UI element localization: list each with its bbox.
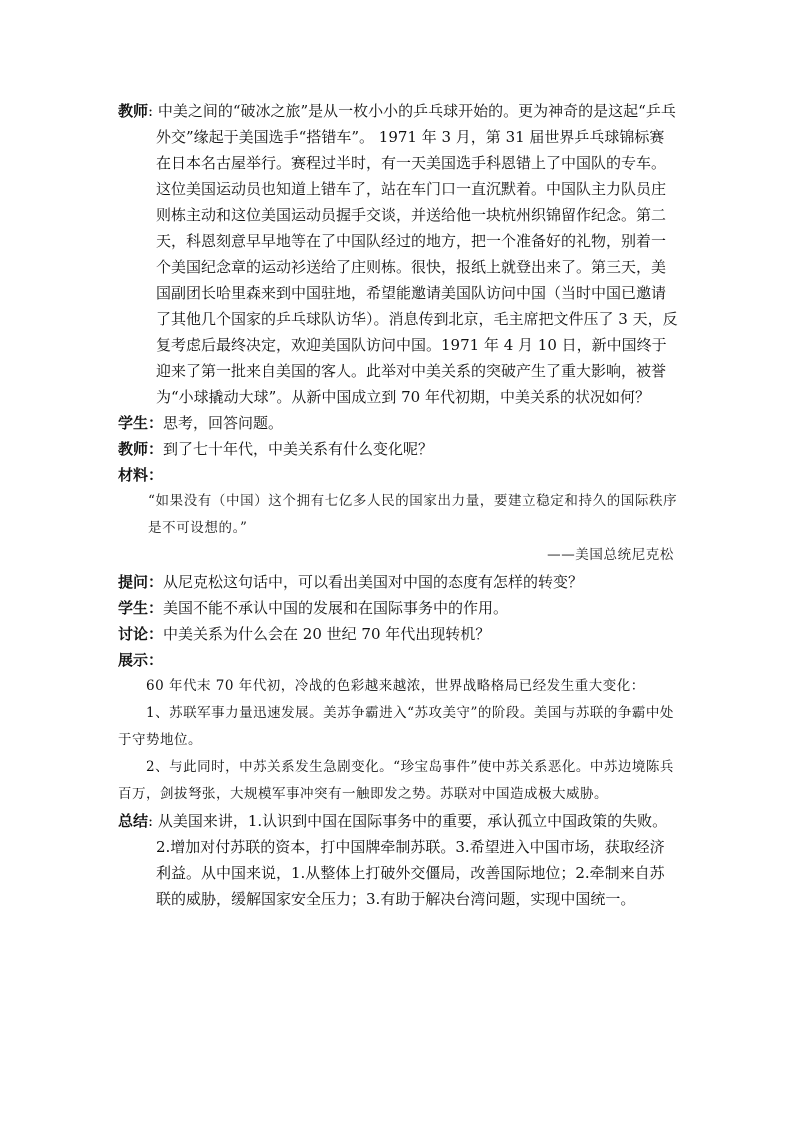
show-content: [118, 673, 678, 808]
teacher-question-2: [118, 436, 678, 462]
speaker-label-teacher: 教师: [118, 102, 149, 120]
summary-label: 总结: [118, 812, 149, 830]
question-label: 提问：: [118, 573, 164, 591]
quote-attribution: ——美国总统尼克松: [547, 547, 674, 563]
show-intro: 60 年代末 70 年代初，冷战的色彩越来越浓，世界战略格局已经发生重大变化：: [146, 678, 645, 694]
nixon-quote: “如果没有（中国）这个拥有七亿多人民的国家出力量，要建立稳定和持久的国际秩序是不可设想的。”: [148, 493, 678, 536]
summary-paragraph: [118, 808, 678, 912]
student-answer-1-text: 思考，回答问题。: [163, 414, 284, 432]
material-heading: [118, 462, 678, 488]
question-text: 从尼克松这句话中，可以看出美国对中国的态度有怎样的转变？: [163, 573, 584, 591]
discussion-label: 讨论：: [118, 625, 164, 643]
question-paragraph: [118, 569, 678, 595]
discussion-paragraph: [118, 621, 678, 647]
summary-separator: :: [148, 812, 158, 830]
material-label: 材料：: [118, 466, 164, 484]
show-point-1: 1、苏联军事力量迅速发展。美苏争霸进入“苏攻美守”的阶段。美国与苏联的争霸中处于守势地位。: [118, 705, 674, 748]
student-answer-2-text: 美国不能不承认中国的发展和在国际事务中的作用。: [163, 599, 509, 617]
student-answer-2: [118, 595, 678, 621]
discussion-text: 中美关系为什么会在 20 世纪 70 年代出现转机？: [163, 625, 491, 643]
speaker-label-student-2: 学生：: [118, 599, 164, 617]
label-separator: :: [148, 102, 158, 120]
teacher-intro-text: 中美之间的“破冰之旅”是从一枚小小的乒乓球开始的。更为神奇的是这起“乒乓外交”缘起于美国选手“搭错车”。 1971 年 3 月，第 31 届世界乒乓球锦标赛在日本名古屋举行。赛程过半时，有一天美国选手科恩错上了中国队的专车。这位美国运动员也知道上错车了，站在车门口一直沉默着。中国队主力队员庄则栋主动和这位美国运动员握手交谈，并送给他一块杭州织锦留作纪念。第二天，科恩刻意早早地等在了中国队经过的地方，把一个准备好的礼物，别着一个美国纪念章的运动衫送给了庄则栋。很快，报纸上就登出来了。第三天，美国副团长哈里森来到中国驻地，希望能邀请美国队访问中国（当时中国已邀请了其他几个国家的乒乓球队访华）。消息传到北京，毛主席把文件压了 3 天，反复考虑后最终决定，欢迎美国队访问中国。1971 年 4 月 10 日，新中国终于迎来了第一批来自美国的客人。此举对中美关系的突破产生了重大影响，被誉为“小球撬动大球”。从新中国成立到 70 年代初期，中美关系的状况如何？: [156, 102, 678, 406]
teacher-intro-paragraph: [118, 98, 678, 410]
speaker-label-teacher-2: 教师：: [118, 440, 164, 458]
show-label: 展示：: [118, 651, 164, 669]
show-point-2: 2、与此同时，中苏关系发生急剧变化。“珍宝岛事件”使中苏关系恶化。中苏边境陈兵百万，剑拔弩张，大规模军事冲突有一触即发之势。苏联对中国造成极大威胁。: [118, 759, 674, 802]
teacher-question-2-text: 到了七十年代，中美关系有什么变化呢？: [163, 440, 434, 458]
speaker-label-student: 学生：: [118, 414, 164, 432]
document-page: [118, 98, 678, 912]
material-quote-block: [118, 488, 678, 569]
show-heading: [118, 647, 678, 673]
student-answer-1: [118, 410, 678, 436]
summary-text: 从美国来讲，1.认识到中国在国际事务中的重要，承认孤立中国政策的失败。2.增加对付苏联的资本，打中国牌牵制苏联。3.希望进入中国市场，获取经济利益。从中国来说，1.从整体上打破外交僵局，改善国际地位；2.牵制来自苏联的威胁，缓解国家安全压力；3.有助于解决台湾问题，实现中国统一。: [156, 812, 668, 908]
